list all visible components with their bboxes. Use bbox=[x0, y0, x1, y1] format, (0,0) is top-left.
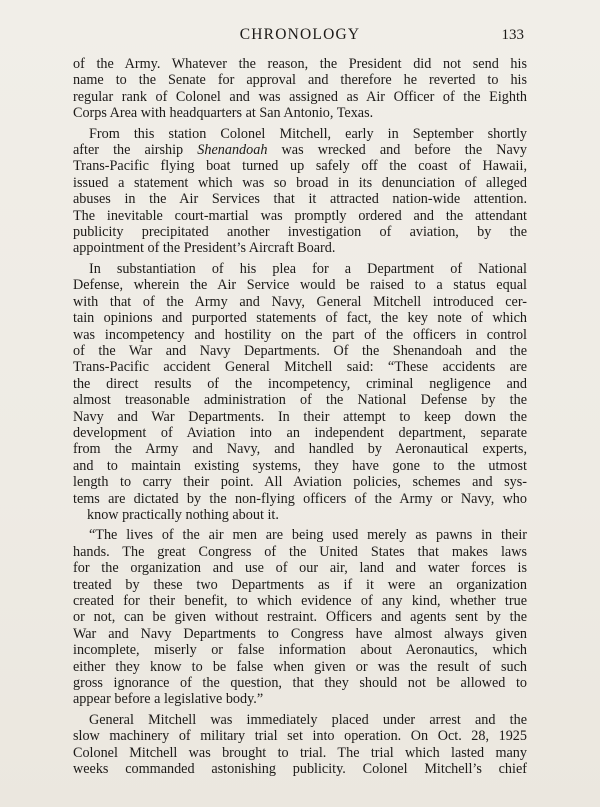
page-number: 133 bbox=[501, 27, 524, 43]
text-line: General Mitchell was immediately placed under arrest and the bbox=[89, 711, 527, 728]
text-line: issued a statement which was so broad in its denunciation of alleged bbox=[73, 174, 527, 191]
text-line: with that of the Army and Navy, General Mitchell introduced cer- bbox=[73, 293, 527, 310]
text-line: either they know to be false when given or was the result of such bbox=[73, 658, 527, 675]
text-line: the direct results of the incompetency, criminal negligence and bbox=[73, 375, 527, 392]
text-line: Corps Area with headquarters at San Antonio, Texas. bbox=[73, 105, 374, 122]
running-head bbox=[0, 26, 600, 48]
text-line: In substantiation of his plea for a Department of National bbox=[89, 260, 527, 277]
text-line: Trans-Pacific accident General Mitchell said: “These accidents are bbox=[73, 359, 527, 376]
paragraph-4 bbox=[73, 527, 527, 707]
text-line: hands. The great Congress of the United States that makes laws bbox=[73, 543, 527, 560]
text-line: for the organization and use of our air, land and water forces is bbox=[73, 560, 527, 577]
text-line: development of Aviation into an independent department, separate bbox=[73, 424, 527, 441]
paragraph-2 bbox=[73, 126, 527, 257]
text-line: and to maintain existing systems, they have gone to the utmost bbox=[73, 457, 527, 474]
text-line: Trans-Pacific flying boat turned up safely off the coast of Hawaii, bbox=[73, 158, 527, 175]
text-line: incomplete, miserly or false information about Aeronautics, which bbox=[73, 642, 527, 659]
text-line: weeks commanded astonishing publicity. Colonel Mitchell’s chief bbox=[73, 761, 527, 778]
text-line: of the War and Navy Departments. Of the Shenandoah and the bbox=[73, 342, 527, 359]
text-line: created for their benefit, to which evidence of any kind, whether true bbox=[73, 593, 527, 609]
paragraph-1 bbox=[73, 56, 527, 122]
text-line: “The lives of the air men are being used merely as pawns in their bbox=[89, 527, 527, 544]
text-line: name to the Senate for approval and therefore he reverted to his bbox=[73, 72, 527, 89]
paragraph-5 bbox=[73, 712, 527, 778]
text-line: Defense, wherein the Air Service would be raised to a status equal bbox=[73, 277, 527, 294]
text-line: or not, can be given without restraint. Officers and agents sent by the bbox=[73, 609, 527, 626]
text-line: almost treasonable administration of the National Defense by the bbox=[73, 392, 527, 409]
text-line: appointment of the President’s Aircraft Board. bbox=[73, 240, 336, 257]
text-line: from the Army and Navy, and handled by Aeronautical experts, bbox=[73, 441, 527, 458]
text-line: after the airship Shenandoah was wrecked and before the Navy bbox=[73, 142, 527, 159]
text-line: of the Army. Whatever the reason, the President did not send his bbox=[73, 56, 527, 72]
text-line: From this station Colonel Mitchell, early in September shortly bbox=[89, 125, 527, 142]
text-line: gross ignorance of the question, that they should not be allowed to bbox=[73, 675, 527, 692]
paragraph-3 bbox=[73, 261, 527, 524]
text-line: length to carry their point. All Aviation policies, schemes and sys- bbox=[73, 474, 527, 491]
body-text bbox=[73, 56, 527, 777]
text-line: tain opinions and purported statements of fact, the key note of which bbox=[73, 310, 527, 327]
text-line: know practically nothing about it. bbox=[87, 506, 279, 523]
text-line: was incompetency and hostility on the part of the officers in control bbox=[73, 326, 527, 343]
text-line: publicity precipitated another investigation of aviation, by the bbox=[73, 224, 527, 241]
text-line: War and Navy Departments to Congress have almost always given bbox=[73, 625, 527, 642]
text-line: regular rank of Colonel and was assigned as Air Officer of the Eighth bbox=[73, 88, 527, 105]
running-title: CHRONOLOGY bbox=[239, 26, 361, 43]
text-line: appear before a legislative body.” bbox=[73, 691, 264, 708]
text-line: tems are dictated by the non-flying officers of the Army or Navy, who bbox=[73, 490, 527, 507]
text-line: Navy and War Departments. In their attempt to keep down the bbox=[73, 408, 527, 425]
text-line: treated by these two Departments as if it were an organization bbox=[73, 576, 527, 593]
text-line: slow machinery of military trial set into operation. On Oct. 28, 1925 bbox=[73, 728, 527, 745]
text-line: The inevitable court-martial was promptly ordered and the attendant bbox=[73, 207, 527, 224]
text-line: abuses in the Air Services that it attracted nation-wide attention. bbox=[73, 191, 527, 208]
text-line: Colonel Mitchell was brought to trial. The trial which lasted many bbox=[73, 744, 527, 761]
